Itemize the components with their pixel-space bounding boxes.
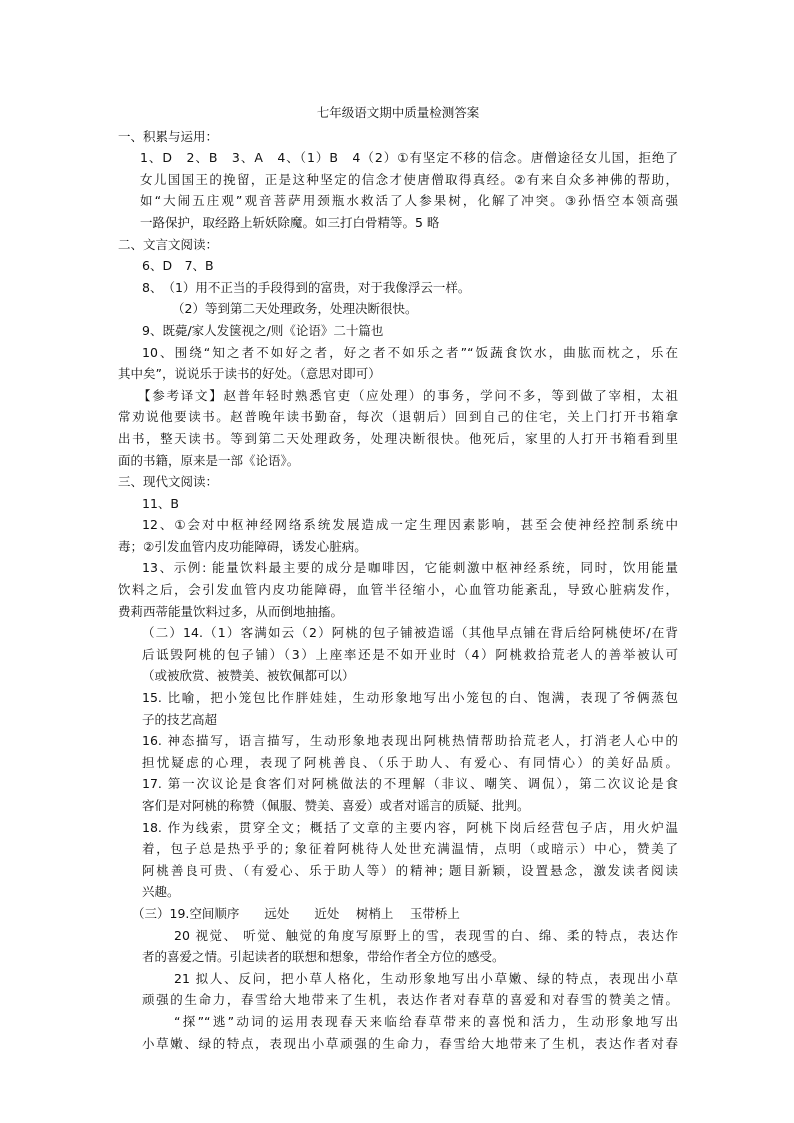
answer-q15-line1: 15. 比喻，把小笼包比作胖娃娃，生动形象地写出小笼包的白、饱满，表现了爷俩蒸包: [142, 690, 678, 706]
answer-q6-7: 6、D 7、B: [142, 258, 214, 274]
answer-q21-line1: 21 拟人、反问，把小草人格化，生动形象地写出小草嫩、绿的特点，表现出小草: [174, 970, 678, 986]
answer-q14-line2: 后诋毁阿桃的包子铺）（3）上座率还是不如开业时（4）阿桃救拾荒老人的善举被认可: [142, 646, 678, 662]
document-title: 七年级语文期中质量检测答案: [316, 105, 480, 120]
answer-q21-line2: 顽强的生命力，春雪给大地带来了生机，表达作者对春草的喜爱和对春雪的赞美之情。: [142, 992, 678, 1008]
answer-q18-line3: 阿桃善良可贵、（有爱心、乐于助人等）的精神; 题目新颖，设置悬念，激发读者阅读: [142, 862, 678, 878]
answer-q8-part1: 8、 （1）用不正当的手段得到的富贵，对于我像浮云一样。: [142, 279, 471, 295]
answer-q1-5-line4: 一路保护，取经路上斩妖除魔。如三打白骨精等。5 略: [140, 214, 440, 230]
answer-q19: （三）19.空间顺序 远处 近处 树梢上 玉带桥上: [132, 905, 460, 921]
reference-translation-line2: 常劝说他要读书。赵普晚年读书勤奋，每次（退朝后）回到自己的住宅，关上门打开书箱拿: [118, 409, 678, 425]
answer-q10-line2: 其中矣”，说说乐于读书的好处。（意思对即可）: [118, 366, 381, 382]
reference-translation-line1: 【参考译文】赵普年轻时熟悉官吏（应处理）的事务，学问不多，等到做了宰相，太祖: [138, 387, 678, 403]
answer-q13-line3: 费莉西蒂能量饮料过多，从而倒地抽搐。: [118, 603, 344, 619]
answer-q8-part2: （2）等到第二天处理政务，处理决断很快。: [172, 301, 418, 317]
answer-q15-line2: 子的技艺高超: [142, 711, 218, 727]
answer-q1-5-line1: 1、D 2、B 3、A 4、（1）B 4（2）①有坚定不移的信念。唐僧途径女儿国，拒绝了: [140, 150, 678, 166]
answer-q16-line1: 16. 神态描写，语言描写，生动形象地表现出阿桃热情帮助拾荒老人，打消老人心中的: [142, 733, 678, 749]
answer-q13-line1: 13、示例: 能量饮料最主要的成分是咖啡因，它能刺激中枢神经系统，同时，饮用能量: [142, 560, 678, 576]
answer-q22-line1: “探”“逃”动词的运用表现春天来临给春草带来的喜悦和活力，生动形象地写出: [174, 1013, 678, 1029]
answer-q9: 9、既薨/家人发箧视之/则《论语》二十篇也: [142, 322, 384, 338]
answer-q1-5-line2: 女儿国国王的挽留，正是这种坚定的信念才使唐僧取得真经。②有来自众多神佛的帮助，: [140, 171, 678, 187]
reference-translation-line3: 出书，整天读书。等到第二天处理政务，处理决断很快。他死后，家里的人打开书箱看到里: [118, 430, 678, 446]
answer-q20-line1: 20 视觉、 听觉、触觉的角度写原野上的雪，表现雪的白、绵、柔的特点，表达作: [174, 927, 678, 943]
answer-q12-line1: 12、①会对中枢神经网络系统发展造成一定生理因素影响，甚至会使神经控制系统中: [142, 517, 678, 533]
answer-document: [118, 102, 678, 1054]
answer-q16-line2: 担忧疑虑的心理，表现了阿桃善良、（乐于助人、有爱心、有同情心）的美好品质。: [142, 754, 678, 770]
answer-q13-line2: 饮料之后，会引发血管内皮功能障碍，血管半径缩小，心血管功能紊乱，导致心脏病发作，: [118, 582, 678, 598]
answer-q12-line2: 毒；②引发血管内皮功能障碍，诱发心脏病。: [118, 538, 367, 554]
answer-q17-line1: 17. 第一次议论是食客们对阿桃做法的不理解（非议、嘲笑、调侃），第二次议论是食: [142, 776, 678, 792]
answer-q1-5-line3: 如“大闹五庄观”观音菩萨用颈瓶水救活了人参果树，化解了冲突。③孙悟空本领高强: [140, 193, 678, 209]
answer-q17-line2: 客们是对阿桃的称赞（佩服、赞美、喜爱）或者对谣言的质疑、批判。: [142, 798, 530, 813]
reference-translation-line4: 面的书籍，原来是一部《论语》。: [118, 452, 300, 468]
answer-q11: 11、B: [142, 495, 179, 511]
answer-q18-line2: 着，包子总是热乎乎的; 象征着阿桃待人处世充满温情，点明（或暗示）中心，赞美了: [142, 841, 678, 857]
answer-q20-line2: 者的喜爱之情。引起读者的联想和想象，带给作者全方位的感受。: [142, 949, 505, 965]
answer-q14-line3: （或被欣赏、被赞美、被钦佩都可以）: [142, 668, 355, 684]
answer-q18-line1: 18. 作为线索，贯穿全文；概括了文章的主要内容，阿桃下岗后经营包子店，用火炉温: [142, 819, 678, 835]
answer-q18-line4: 兴趣。: [142, 884, 180, 900]
answer-q22-line2: 小草嫩、绿的特点，表现出小草顽强的生命力，春雪给大地带来了生机，表达作者对春: [142, 1035, 678, 1051]
answer-q14-line1: （二）14.（1）客满如云（2）阿桃的包子铺被造谣（其他早点铺在背后给阿桃使坏/在背: [142, 625, 678, 641]
answer-q10-line1: 10、围绕“知之者不如好之者，好之者不如乐之者”“饭蔬食饮水，曲肱而枕之，乐在: [142, 344, 678, 360]
section-heading-classical-chinese: 二、文言文阅读：: [118, 236, 219, 252]
section-heading-accumulation: 一、积累与运用：: [118, 128, 219, 144]
section-heading-modern-reading: 三、现代文阅读：: [118, 474, 219, 490]
